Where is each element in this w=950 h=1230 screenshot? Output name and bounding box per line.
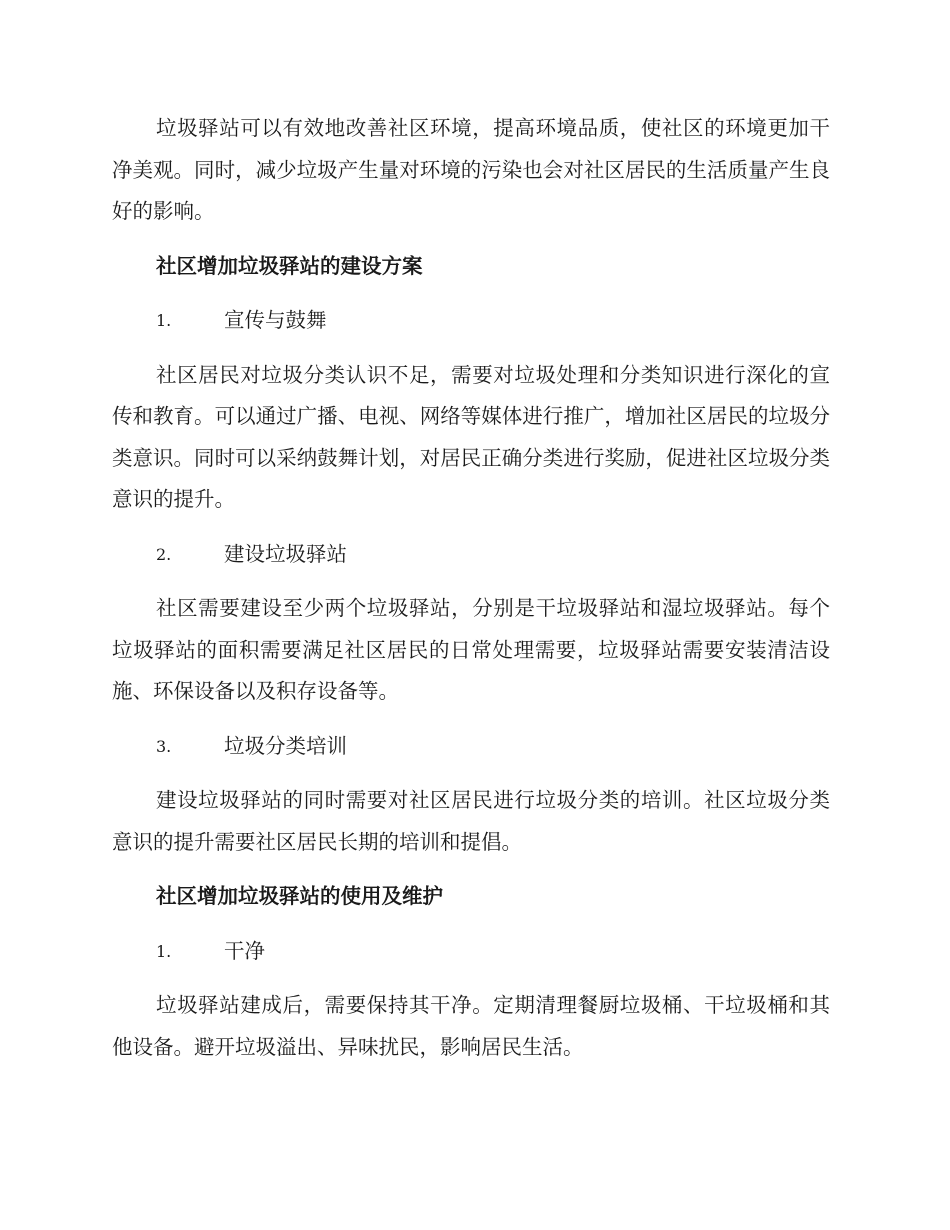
list-number: 1. (156, 311, 172, 330)
list-item-training (112, 726, 830, 768)
paragraph-publicity: 社区居民对垃圾分类认识不足，需要对垃圾处理和分类知识进行深化的宣传和教育。可以通过广播、电视、网络等媒体进行推广，增加社区居民的垃圾分类意识。同时可以采纳鼓舞计划，对居民正确分类进行奖励，促进社区垃圾分类意识的提升。 (112, 362, 830, 511)
list-number: 1. (156, 941, 172, 961)
list-label: 建设垃圾驿站 (224, 541, 347, 566)
list-label: 干净 (224, 938, 265, 963)
section-heading-maintenance: 社区增加垃圾驿站的使用及维护 (156, 884, 443, 908)
paragraph-clean: 垃圾驿站建成后，需要保持其干净。定期清理餐厨垃圾桶、干垃圾桶和其他设备。避开垃圾溢出、异味扰民，影响居民生活。 (112, 993, 830, 1059)
list-label: 宣传与鼓舞 (224, 308, 327, 332)
section-heading-construction: 社区增加垃圾驿站的建设方案 (156, 253, 423, 278)
list-item-build-station (112, 534, 830, 576)
list-label: 垃圾分类培训 (224, 733, 347, 758)
paragraph-intro: 垃圾驿站可以有效地改善社区环境，提高环境品质，使社区的环境更加干净美观。同时，减少垃圾产生量对环境的污染也会对社区居民的生活质量产生良好的影响。 (112, 116, 830, 223)
list-item-clean (112, 931, 830, 973)
paragraph-build-station: 社区需要建设至少两个垃圾驿站，分别是干垃圾驿站和湿垃圾驿站。每个垃圾驿站的面积需要满足社区居民的日常处理需要，垃圾驿站需要安装清洁设施、环保设备以及积存设备等。 (112, 596, 830, 703)
list-number: 3. (156, 736, 172, 756)
list-item-publicity (112, 300, 830, 342)
document-page (112, 108, 830, 1068)
paragraph-training: 建设垃圾驿站的同时需要对社区居民进行垃圾分类的培训。社区垃圾分类意识的提升需要社区居民长期的培训和提倡。 (112, 788, 830, 854)
list-number: 2. (156, 544, 172, 564)
